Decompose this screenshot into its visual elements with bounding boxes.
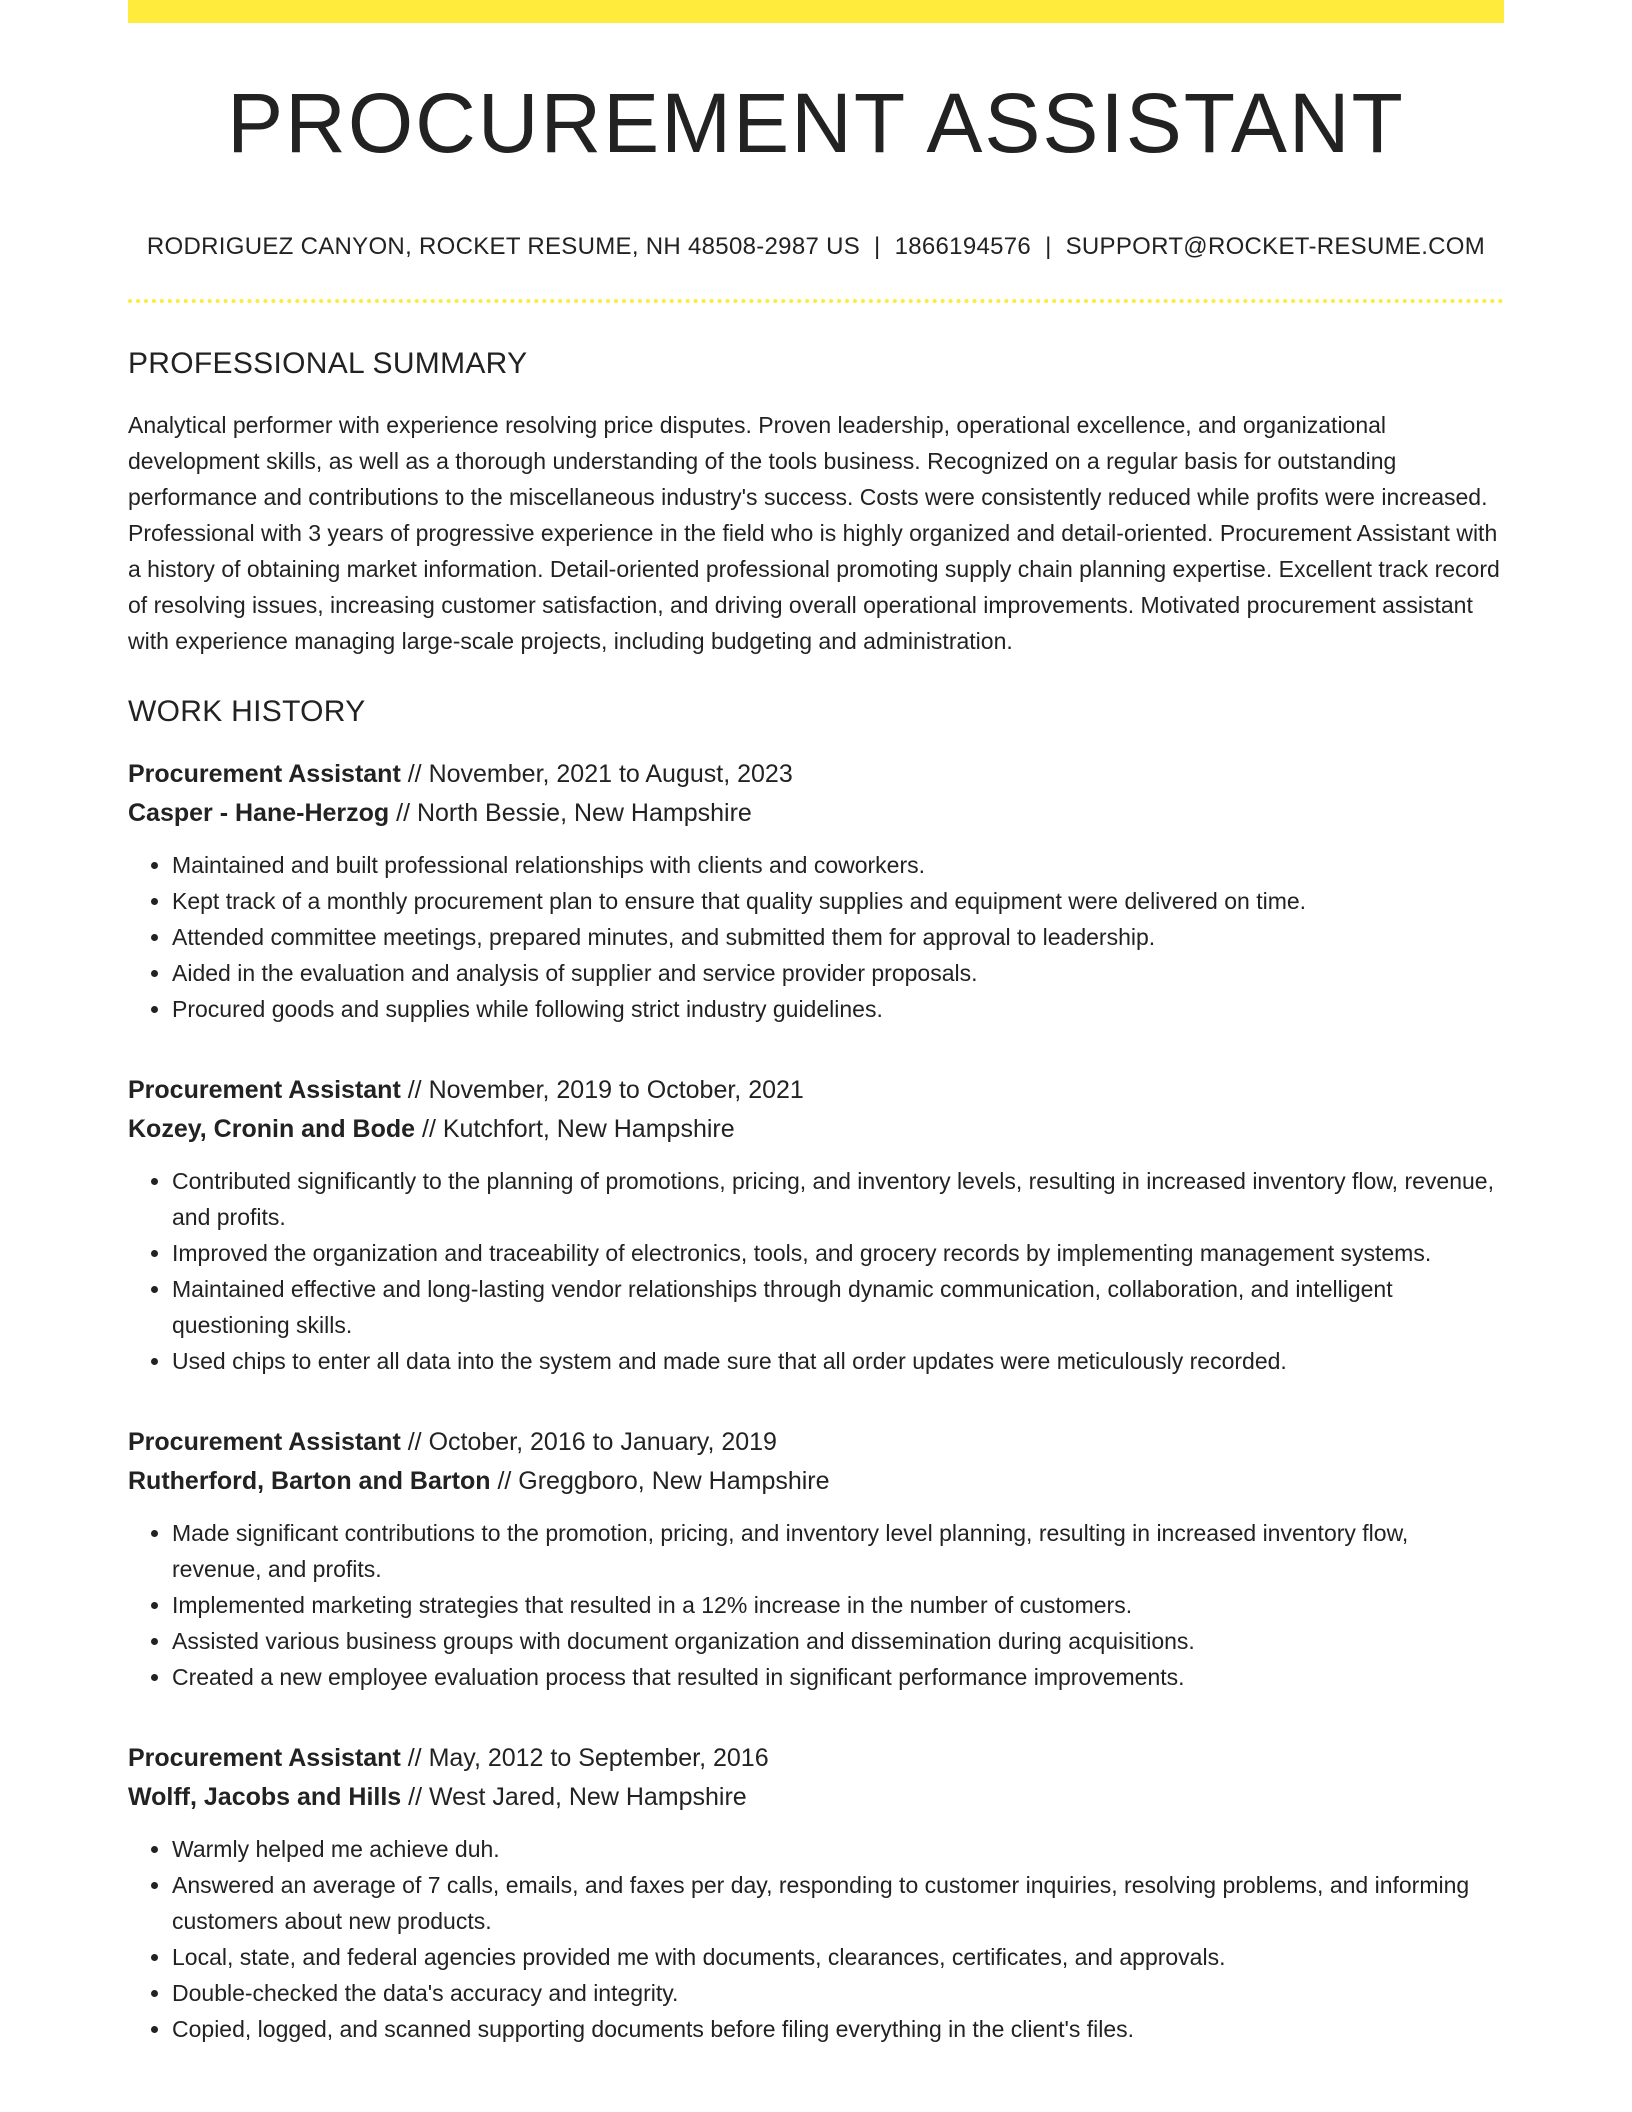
list-item: • Double-checked the data's accuracy and integrity. (172, 1975, 1504, 2011)
list-item: • Implemented marketing strategies that resulted in a 12% increase in the number of customers. (172, 1587, 1504, 1623)
work-history-heading: WORK HISTORY (128, 695, 366, 728)
job-dates: // November, 2019 to October, 2021 (407, 1076, 804, 1104)
job-bullets (128, 847, 1504, 1027)
job-dates: // May, 2012 to September, 2016 (407, 1744, 769, 1772)
job-title-line (128, 1071, 1504, 1110)
list-item: • Maintained and built professional relationships with clients and coworkers. (172, 847, 1504, 883)
contact-separator: | (1045, 233, 1052, 260)
dotted-divider (128, 299, 1504, 303)
job-role: Procurement Assistant (128, 760, 401, 788)
list-item: • Attended committee meetings, prepared minutes, and submitted them for approval to leadership. (172, 919, 1504, 955)
contact-email: SUPPORT@ROCKET-RESUME.COM (1065, 233, 1486, 260)
job-location: // West Jared, New Hampshire (408, 1783, 747, 1811)
job-role: Procurement Assistant (128, 1744, 401, 1772)
job-entry (128, 1739, 1504, 2047)
job-role: Procurement Assistant (128, 1076, 401, 1104)
job-dates: // October, 2016 to January, 2019 (407, 1428, 777, 1456)
resume-page (128, 0, 1504, 2047)
contact-phone: 1866194576 (894, 233, 1032, 260)
job-company: Kozey, Cronin and Bode (128, 1115, 416, 1143)
list-item: • Improved the organization and traceability of electronics, tools, and grocery records by implementing management systems. (172, 1235, 1504, 1271)
job-location: // Greggboro, New Hampshire (497, 1467, 830, 1495)
list-item: • Created a new employee evaluation process that resulted in significant performance improvements. (172, 1659, 1504, 1695)
contact-line (128, 233, 1504, 261)
list-item: • Made significant contributions to the promotion, pricing, and inventory level planning, resulting in increased inventory flow, revenue, and profits. (172, 1515, 1504, 1587)
list-item: • Maintained effective and long-lasting vendor relationships through dynamic communication, collaboration, and intelligent questioning skills. (172, 1271, 1504, 1343)
contact-address: RODRIGUEZ CANYON, ROCKET RESUME, NH 48508-2987 US (146, 233, 861, 260)
job-title-line (128, 755, 1504, 794)
summary-text: Analytical performer with experience resolving price disputes. Proven leadership, operational excellence, and organizational development skills, as well as a thorough understanding of the tools business. Recognized on a regular basis for outstanding performance and contributions to the miscellaneous industry's success. Costs were consistently reduced while profits were increased. Professional with 3 years of progressive experience in the field who is highly organized and detail-oriented. Procurement Assistant with a history of obtaining market information. Detail-oriented professional promoting supply chain planning expertise. Excellent track record of resolving issues, increasing customer satisfaction, and driving overall operational improvements. Motivated procurement assistant with experience managing large-scale projects, including budgeting and administration. (128, 412, 1500, 654)
job-bullets (128, 1515, 1504, 1695)
job-list (128, 755, 1504, 2047)
job-bullets (128, 1831, 1504, 2047)
list-item: • Warmly helped me achieve duh. (172, 1831, 1504, 1867)
contact-separator: | (874, 233, 881, 260)
list-item: • Assisted various business groups with document organization and dissemination during acquisitions. (172, 1623, 1504, 1659)
job-company: Wolff, Jacobs and Hills (128, 1783, 402, 1811)
list-item: • Copied, logged, and scanned supporting documents before filing everything in the client's files. (172, 2011, 1504, 2047)
page-title: PROCUREMENT ASSISTANT (227, 76, 1405, 170)
job-company-line (128, 794, 1504, 833)
job-company-line (128, 1110, 1504, 1149)
job-entry (128, 1071, 1504, 1379)
accent-bar (128, 0, 1504, 23)
job-dates: // November, 2021 to August, 2023 (407, 760, 793, 788)
job-company: Rutherford, Barton and Barton (128, 1467, 491, 1495)
list-item: • Used chips to enter all data into the system and made sure that all order updates were meticulously recorded. (172, 1343, 1504, 1379)
list-item: • Kept track of a monthly procurement plan to ensure that quality supplies and equipment were delivered on time. (172, 883, 1504, 919)
list-item: • Procured goods and supplies while following strict industry guidelines. (172, 991, 1504, 1027)
job-location: // North Bessie, New Hampshire (396, 799, 752, 827)
job-company: Casper - Hane-Herzog (128, 799, 390, 827)
job-location: // Kutchfort, New Hampshire (422, 1115, 735, 1143)
job-company-line (128, 1462, 1504, 1501)
job-company-line (128, 1778, 1504, 1817)
job-role: Procurement Assistant (128, 1428, 401, 1456)
summary-heading: PROFESSIONAL SUMMARY (128, 347, 528, 380)
job-entry (128, 1423, 1504, 1695)
job-title-line (128, 1423, 1504, 1462)
job-entry (128, 755, 1504, 1027)
job-bullets (128, 1163, 1504, 1379)
list-item: • Aided in the evaluation and analysis of supplier and service provider proposals. (172, 955, 1504, 991)
list-item: • Answered an average of 7 calls, emails, and faxes per day, responding to customer inquiries, resolving problems, and informing customers about new products. (172, 1867, 1504, 1939)
list-item: • Local, state, and federal agencies provided me with documents, clearances, certificates, and approvals. (172, 1939, 1504, 1975)
job-title-line (128, 1739, 1504, 1778)
list-item: • Contributed significantly to the planning of promotions, pricing, and inventory levels, resulting in increased inventory flow, revenue, and profits. (172, 1163, 1504, 1235)
